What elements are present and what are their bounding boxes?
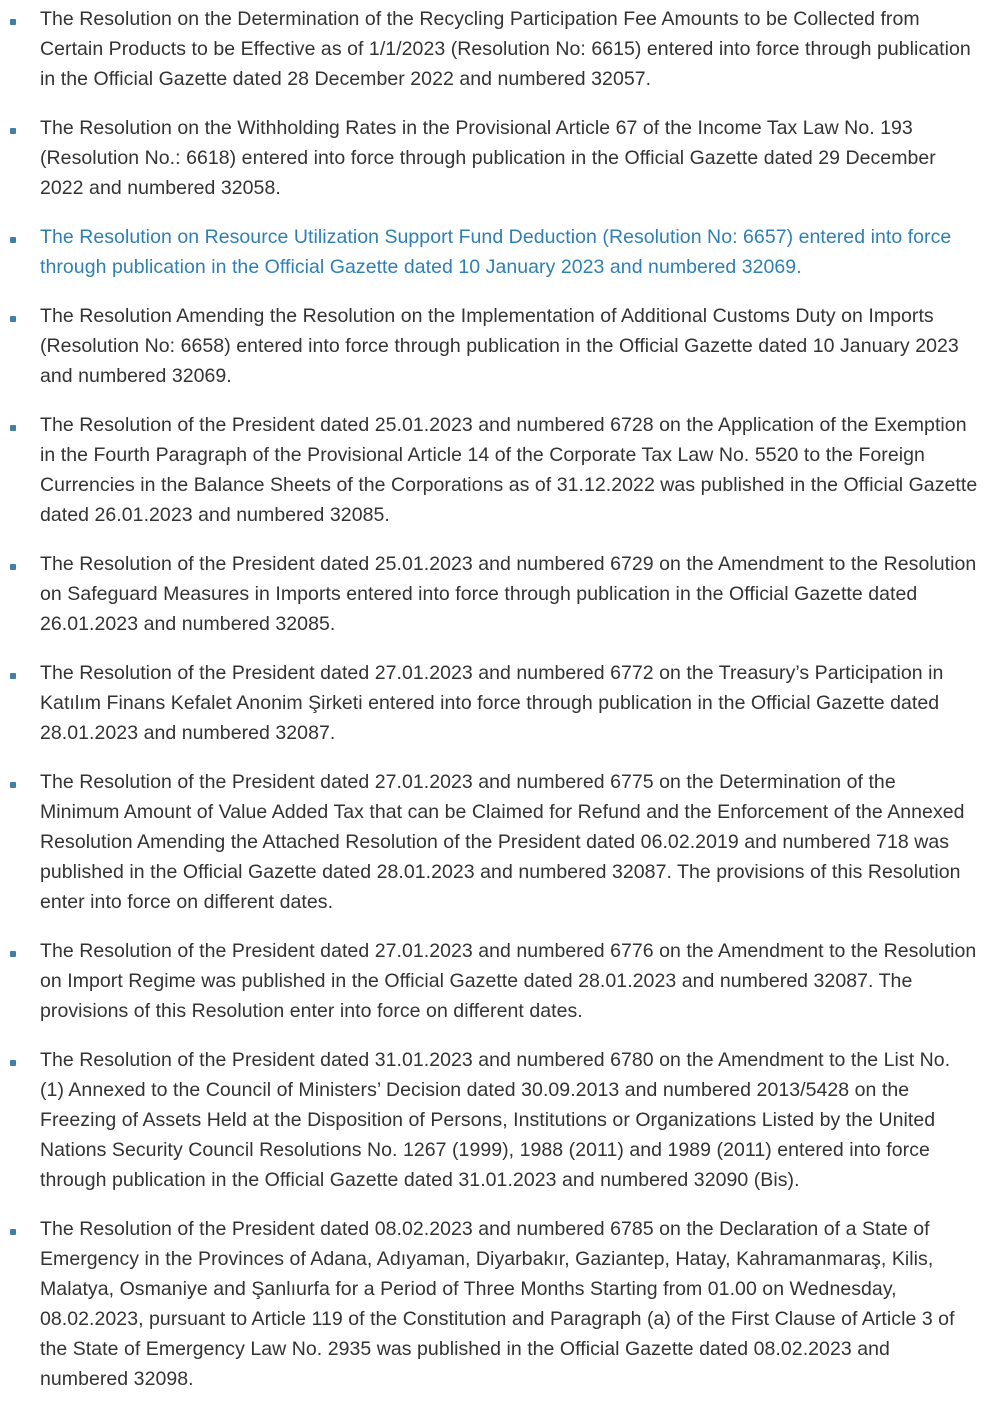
list-item (8, 222, 978, 282)
list-item (8, 658, 978, 748)
bullet-square-icon (8, 549, 40, 572)
bullet-square-icon (8, 4, 40, 27)
bullet-square-icon (8, 767, 40, 790)
list-item-text: The Resolution on the Determination of the Recycling Participation Fee Amounts to be Collected from Certain Products to be Effective as of 1/1/2023 (Resolution No: 6615) entered into force through publication in the Official Gazette dated 28 December 2022 and numbered 32057. (40, 8, 971, 90)
list-item-text: The Resolution of the President dated 25.01.2023 and numbered 6728 on the Application of the Exemption in the Fourth Paragraph of the Provisional Article 14 of the Corporate Tax Law No. 5520 to the Foreign Currencies in the Balance Sheets of the Corporations as of 31.12.2022 was published in the Official Gazette dated 26.01.2023 and numbered 32085. (40, 414, 978, 526)
list-item (8, 113, 978, 203)
list-item-text: The Resolution on the Withholding Rates in the Provisional Article 67 of the Income Tax Law No. 193 (Resolution No.: 6618) entered into force through publication in the Official Gazette dated 29 December 2022 and numbered 32058. (40, 117, 936, 199)
list-item (8, 410, 978, 530)
list-item-text: The Resolution of the President dated 27.01.2023 and numbered 6775 on the Determination of the Minimum Amount of Value Added Tax that can be Claimed for Refund and the Enforcement of the Annexed Resolution Amending the Attached Resolution of the President dated 06.02.2019 and numbered 718 was published in the Official Gazette dated 28.01.2023 and numbered 32087. The provisions of this Resolution enter into force on different dates. (40, 771, 965, 913)
bullet-square-icon (8, 113, 40, 136)
list-item (8, 1214, 978, 1394)
list-item-text-highlighted: The Resolution on Resource Utilization Support Fund Deduction (Resolution No: 6657) entered into force through publication in the Official Gazette dated 10 January 2023 and numbered 32069. (40, 226, 952, 278)
resolution-list (8, 4, 978, 1394)
list-item (8, 936, 978, 1026)
bullet-square-icon (8, 301, 40, 324)
list-item (8, 4, 978, 94)
list-item-text: The Resolution of the President dated 31.01.2023 and numbered 6780 on the Amendment to the List No. (1) Annexed to the Council of Ministers’ Decision dated 30.09.2013 and numbered 2013/5428 on the Freezing of Assets Held at the Disposition of Persons, Institutions or Organizations Listed by the United Nations Security Council Resolutions No. 1267 (1999), 1988 (2011) and 1989 (2011) entered into force through publication in the Official Gazette dated 31.01.2023 and numbered 32090 (Bis). (40, 1049, 951, 1191)
list-item-text: The Resolution of the President dated 08.02.2023 and numbered 6785 on the Declaration of a State of Emergency in the Provinces of Adana, Adıyaman, Diyarbakır, Gaziantep, Hatay, Kahramanmaraş, Kilis, Malatya, Osmaniye and Şanlıurfa for a Period of Three Months Starting from 01.00 on Wednesday, 08.02.2023, pursuant to Article 119 of the Constitution and Paragraph (a) of the First Clause of Article 3 of the State of Emergency Law No. 2935 was published in the Official Gazette dated 08.02.2023 and numbered 32098. (40, 1218, 955, 1390)
list-item-text: The Resolution of the President dated 25.01.2023 and numbered 6729 on the Amendment to the Resolution on Safeguard Measures in Imports entered into force through publication in the Official Gazette dated 26.01.2023 and numbered 32085. (40, 553, 977, 635)
bullet-square-icon (8, 1045, 40, 1068)
list-item-text: The Resolution of the President dated 27.01.2023 and numbered 6776 on the Amendment to the Resolution on Import Regime was published in the Official Gazette dated 28.01.2023 and numbered 32087. The provisions of this Resolution enter into force on different dates. (40, 940, 977, 1022)
bullet-square-icon (8, 222, 40, 245)
bullet-square-icon (8, 1214, 40, 1237)
list-item-text: The Resolution of the President dated 27.01.2023 and numbered 6772 on the Treasury’s Participation in Katılım Finans Kefalet Anonim Şirketi entered into force through publication in the Official Gazette dated 28.01.2023 and numbered 32087. (40, 662, 944, 744)
bullet-square-icon (8, 936, 40, 959)
bullet-square-icon (8, 410, 40, 433)
list-item (8, 1045, 978, 1195)
list-item-text: The Resolution Amending the Resolution on the Implementation of Additional Customs Duty on Imports (Resolution No: 6658) entered into force through publication in the Official Gazette dated 10 January 2023 and numbered 32069. (40, 305, 959, 387)
list-item (8, 301, 978, 391)
bullet-square-icon (8, 658, 40, 681)
list-item (8, 549, 978, 639)
list-item (8, 767, 978, 917)
